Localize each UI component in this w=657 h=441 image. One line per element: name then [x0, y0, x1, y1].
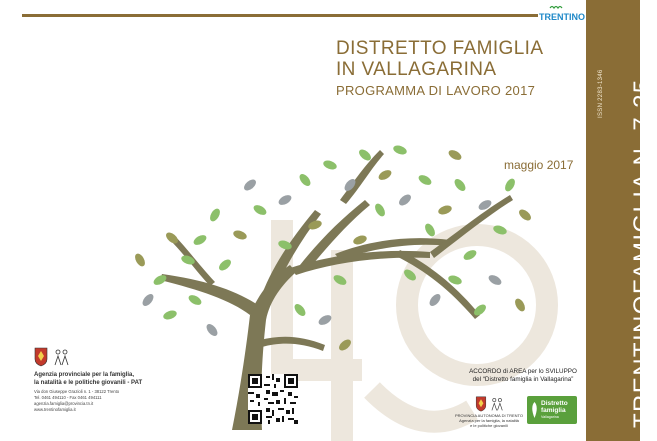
distretto-leaf-icon [530, 401, 539, 419]
agency-logos [34, 346, 194, 368]
distretto-logo-line-3: Vallagarina [541, 415, 559, 419]
title-line-1: DISTRETTO FAMIGLIA [336, 38, 544, 59]
agency-address: Via don Giuseppe Grazioli n. 1 - 38122 Trento [34, 389, 120, 394]
pat-name [455, 414, 523, 428]
agency-name-line-1: Agenzia provinciale per la famiglia, [34, 372, 135, 378]
agency-phone: Tel. 0461 494110 - Fax 0461 494111 [34, 395, 102, 400]
coat-of-arms-icon [34, 347, 48, 367]
subtitle: PROGRAMMA DI LAVORO 2017 [336, 83, 536, 98]
agency-email: agenzia.famiglia@provincia.tn.it [34, 401, 94, 406]
distretto-logo-line-1: Distretto [541, 400, 568, 407]
agency-contact [34, 389, 194, 413]
qr-code[interactable] [248, 374, 298, 424]
distretto-famiglia-logo [527, 396, 577, 424]
title-line-2: IN VALLAGARINA [336, 59, 497, 80]
family-icon [54, 347, 70, 367]
agency-block [34, 346, 194, 413]
title-block [336, 38, 576, 100]
issn-label: ISSN 2283-1346 [598, 69, 604, 118]
pat-logos [455, 396, 523, 413]
agency-name [34, 372, 194, 387]
trentino-logo-text: TRENTINO [539, 12, 585, 22]
accord-line-1: ACCORDO di AREA per lo SVILUPPO [469, 368, 577, 375]
pat-coat-of-arms-icon [475, 396, 487, 412]
pat-name-line-2: Agenzia per la famiglia, la natalità [459, 417, 519, 423]
pat-family-icon [491, 396, 504, 412]
trentino-logo [538, 4, 586, 26]
issue-date: maggio 2017 [504, 158, 574, 172]
accord-text [448, 368, 598, 384]
accord-line-2: del “Distretto famiglia in Vallagarina” [472, 376, 574, 383]
agency-name-line-2: la natalità e le politiche giovanili - PAT [34, 379, 143, 386]
distretto-logo-line-2: famiglia [541, 407, 566, 414]
pat-block [455, 396, 523, 428]
spine-title: TRENTINOFAMIGLIA N. 7.25 [629, 78, 656, 428]
top-rule [22, 14, 538, 17]
pat-name-line-3: e le politiche giovanili [470, 422, 508, 428]
agency-web: www.trentinofamiglia.it [34, 407, 76, 412]
pat-name-line-1: PROVINCIA AUTONOMA DI TRENTO [455, 413, 524, 418]
